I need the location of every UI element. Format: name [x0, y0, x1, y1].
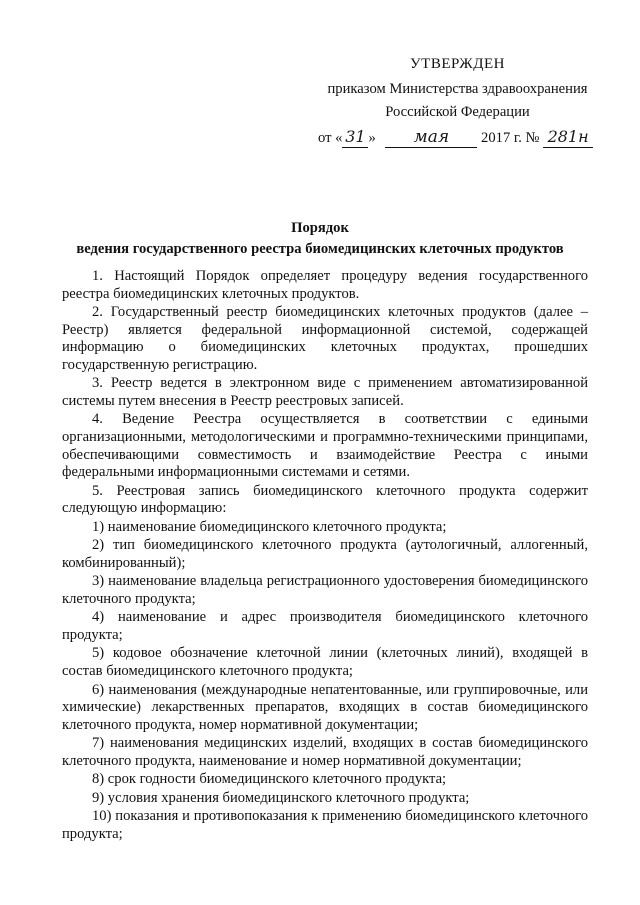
list-item-7: 7) наименования медицинских изделий, входящих в состав биомедицинского клеточного продукта, наименование и номер нормативной документации; — [62, 735, 588, 769]
list-item-9: 9) условия хранения биомедицинского клеточного продукта; — [92, 789, 470, 806]
paragraph-3: 3. Реестр ведется в электронном виде с применением автоматизированной системы путем внесения в Реестр реестровых записей. — [62, 375, 588, 409]
approval-line-ministry: приказом Министерства здравоохранения — [327, 80, 588, 97]
document-body — [62, 268, 588, 844]
date-quote-close: » — [368, 129, 376, 146]
list-item-3: 3) наименование владельца регистрационного удостоверения биомедицинского клеточного продукта; — [62, 573, 588, 607]
order-number-field — [543, 128, 593, 149]
list-item-4: 4) наименование и адрес производителя биомедицинского клеточного продукта; — [62, 609, 588, 643]
list-item-2: 2) тип биомедицинского клеточного продукта (аутологичный, аллогенный, комбинированный); — [62, 537, 588, 571]
document-title — [40, 220, 600, 261]
title-line-2: ведения государственного реестра биомедицинских клеточных продуктов — [76, 240, 564, 257]
list-item-10: 10) показания и противопоказания к применению биомедицинского клеточного продукта; — [62, 808, 588, 842]
handwritten-day: 31 — [345, 126, 366, 146]
paragraph-5: 5. Реестровая запись биомедицинского клеточного продукта содержит следующую информацию: — [62, 482, 588, 517]
title-line-1: Порядок — [291, 220, 349, 236]
date-month-field — [385, 126, 477, 149]
paragraph-4: 4. Ведение Реестра осуществляется в соответствии с едиными организационными, методологическими и программно-техническими принципами, обеспечивающими совместимость и взаимодействие Реестра с иными федеральными информационными системами и сетями. — [62, 411, 588, 481]
list-item-6: 6) наименования (международные непатентованные, или группировочные, или химические) лекарственных препаратов, входящих в состав биомедицинского клеточного продукта, номер нормативной документации; — [62, 681, 588, 733]
approval-date-line — [300, 128, 615, 150]
handwritten-order-number: 281н — [547, 126, 589, 146]
list-item-1: 1) наименование биомедицинского клеточного продукта; — [92, 518, 447, 535]
approval-title: УТВЕРЖДЕН — [410, 56, 505, 72]
list-item-8: 8) срок годности биомедицинского клеточного продукта; — [92, 771, 447, 788]
date-prefix: от « — [318, 129, 343, 146]
approval-line-federation: Российской Федерации — [385, 104, 530, 121]
date-year-label: 2017 г. № — [481, 129, 540, 146]
handwritten-month: мая — [413, 126, 450, 147]
date-day-field — [342, 128, 368, 149]
paragraph-2: 2. Государственный реестр биомедицинских клеточных продуктов (далее – Реестр) является федеральной информационной системой, содержащей информацию о биомедицинских клеточных продуктах, прошедших государственную регистрацию. — [62, 304, 588, 373]
approval-block — [300, 56, 615, 150]
paragraph-1: 1. Настоящий Порядок определяет процедуру ведения государственного реестра биомедицинских клеточных продуктов. — [62, 268, 588, 302]
list-item-5: 5) кодовое обозначение клеточной линии (клеточных линий), входящей в состав биомедицинского клеточного продукта; — [62, 645, 588, 680]
